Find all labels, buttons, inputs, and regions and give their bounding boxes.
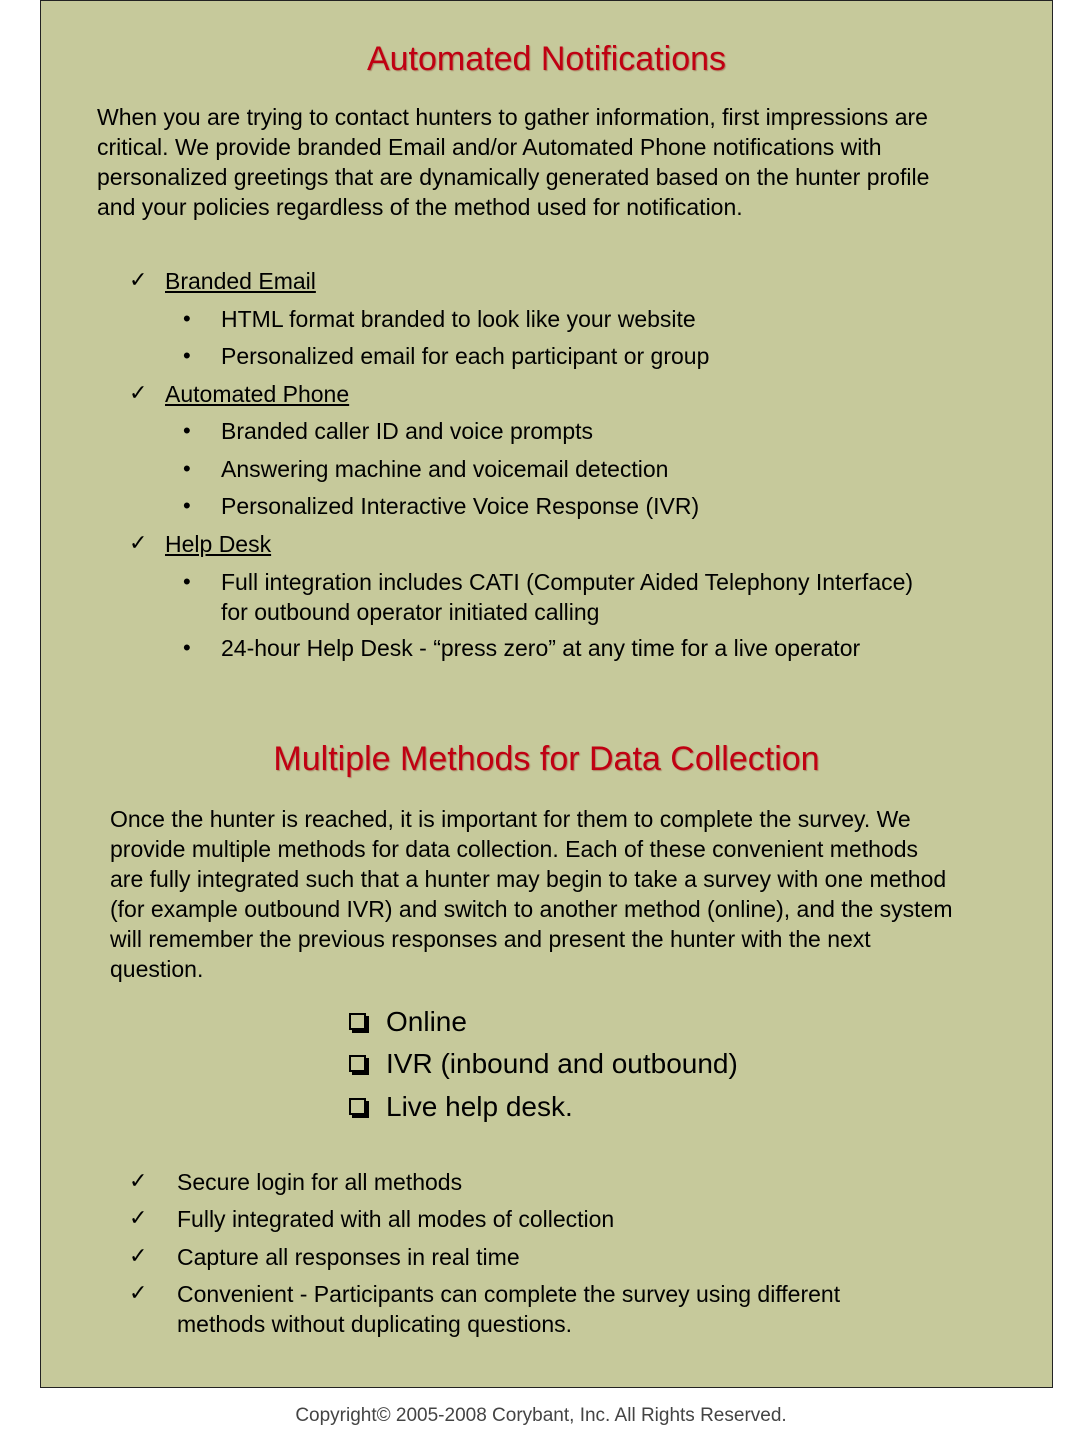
benefit-item-continuation: methods without duplicating questions. (177, 1311, 573, 1337)
check-icon: ✓ (129, 1168, 148, 1193)
feature-bullet: Branded caller ID and voice prompts (221, 418, 594, 444)
feature-bullet: Full integration includes CATI (Computer Aided Telephony Interface) (221, 569, 914, 595)
checkbox-square-icon (349, 1098, 366, 1115)
feature-bullet: HTML format branded to look like your website (221, 306, 696, 332)
bullet-icon: • (183, 456, 191, 481)
bullet-icon: • (183, 306, 191, 331)
feature-bullet: Personalized email for each participant or group (221, 343, 710, 369)
intro-line: Once the hunter is reached, it is important for them to complete the survey. We (110, 806, 911, 832)
check-icon: ✓ (129, 380, 148, 405)
feature-bullet-continuation: for outbound operator initiated calling (221, 599, 600, 625)
intro-line: question. (110, 956, 204, 982)
bullet-icon: • (183, 418, 191, 443)
benefit-item: Capture all responses in real time (177, 1244, 520, 1270)
copyright-footer: Copyright© 2005-2008 Corybant, Inc. All Rights Reserved. (295, 1405, 787, 1426)
content-panel (40, 0, 1053, 1388)
section2-intro (110, 804, 953, 984)
feature-bullet: Answering machine and voicemail detection (221, 456, 669, 482)
check-icon: ✓ (129, 1243, 148, 1268)
intro-line: critical. We provide branded Email and/or Automated Phone notifications with (97, 134, 882, 160)
method-online: Online (386, 1006, 467, 1037)
intro-line: When you are trying to contact hunters to gather information, first impressions are (97, 104, 928, 130)
intro-line: provide multiple methods for data collection. Each of these convenient methods (110, 836, 919, 862)
method-ivr: IVR (inbound and outbound) (386, 1048, 738, 1079)
benefit-item: Convenient - Participants can complete the survey using different (177, 1281, 841, 1307)
bullet-icon: • (183, 493, 191, 518)
method-live-help-desk: Live help desk. (386, 1091, 573, 1122)
intro-line: and your policies regardless of the method used for notification. (97, 194, 743, 220)
feature-bullet: 24-hour Help Desk - “press zero” at any time for a live operator (221, 635, 861, 661)
check-icon: ✓ (129, 1205, 148, 1230)
bullet-icon: • (183, 635, 191, 660)
benefit-item: Fully integrated with all modes of collection (177, 1206, 615, 1232)
benefit-item: Secure login for all methods (177, 1169, 463, 1195)
feature-help-desk: Help Desk (165, 531, 272, 557)
checkbox-square-icon (349, 1013, 366, 1030)
section1-title: Automated Notifications (366, 40, 727, 78)
intro-line: will remember the previous responses and present the hunter with the next (110, 926, 871, 952)
section1-intro (97, 102, 929, 222)
intro-line: are fully integrated such that a hunter may begin to take a survey with one method (110, 866, 947, 892)
feature-automated-phone: Automated Phone (165, 381, 350, 407)
check-icon: ✓ (129, 530, 148, 555)
bullet-icon: • (183, 343, 191, 368)
intro-line: personalized greetings that are dynamically generated based on the hunter profile (97, 164, 930, 190)
feature-bullet: Personalized Interactive Voice Response (IVR) (221, 493, 700, 519)
bullet-icon: • (183, 569, 191, 594)
checkbox-square-icon (349, 1055, 366, 1072)
feature-branded-email: Branded Email (165, 268, 316, 294)
intro-line: (for example outbound IVR) and switch to another method (online), and the system (110, 896, 953, 922)
check-icon: ✓ (129, 1280, 148, 1305)
section2-title: Multiple Methods for Data Collection (273, 740, 820, 778)
check-icon: ✓ (129, 267, 148, 292)
